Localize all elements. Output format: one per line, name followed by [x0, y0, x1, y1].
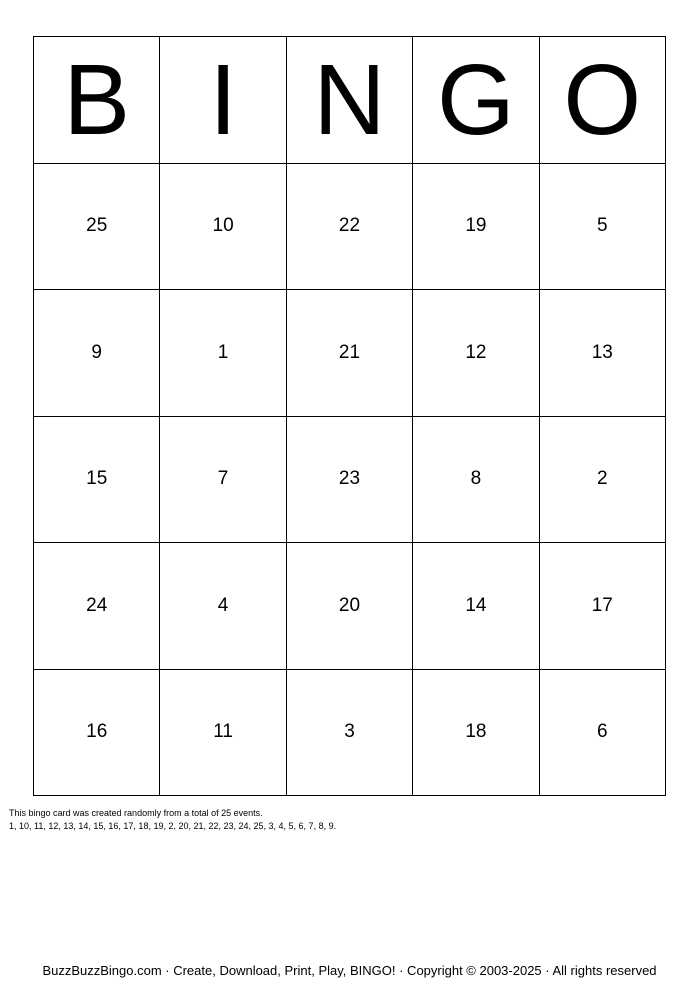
bingo-cell: 3	[287, 670, 413, 797]
header-letter-b: B	[34, 37, 160, 164]
bingo-cell: 13	[540, 290, 666, 417]
bingo-cell: 12	[413, 290, 539, 417]
bingo-card	[33, 36, 666, 796]
bingo-cell: 8	[413, 417, 539, 544]
footer-copyright: BuzzBuzzBingo.com · Create, Download, Print, Play, BINGO! · Copyright © 2003-2025 · All rights reserved	[42, 963, 657, 978]
bingo-cell: 10	[160, 164, 286, 291]
bingo-cell: 21	[287, 290, 413, 417]
bingo-cell: 1	[160, 290, 286, 417]
bingo-cell: 15	[34, 417, 160, 544]
bingo-cell: 23	[287, 417, 413, 544]
bingo-cell: 14	[413, 543, 539, 670]
bingo-cell: 7	[160, 417, 286, 544]
header-letter-g: G	[413, 37, 539, 164]
bingo-cell: 24	[34, 543, 160, 670]
bingo-cell: 11	[160, 670, 286, 797]
bingo-cell: 18	[413, 670, 539, 797]
bingo-cell: 25	[34, 164, 160, 291]
bingo-cell: 19	[413, 164, 539, 291]
card-info-event-list: 1, 10, 11, 12, 13, 14, 15, 16, 17, 18, 19, 2, 20, 21, 22, 23, 24, 25, 3, 4, 5, 6, 7, 8, 9.	[9, 821, 337, 831]
bingo-cell: 17	[540, 543, 666, 670]
bingo-cell: 9	[34, 290, 160, 417]
bingo-cell: 4	[160, 543, 286, 670]
bingo-cell: 20	[287, 543, 413, 670]
header-letter-n: N	[287, 37, 413, 164]
card-info	[9, 807, 336, 833]
bingo-cell: 6	[540, 670, 666, 797]
header-letter-i: I	[160, 37, 286, 164]
bingo-cell: 22	[287, 164, 413, 291]
bingo-cell: 2	[540, 417, 666, 544]
card-info-description: This bingo card was created randomly from a total of 25 events.	[9, 808, 263, 818]
header-letter-o: O	[540, 37, 666, 164]
bingo-cell: 16	[34, 670, 160, 797]
bingo-cell: 5	[540, 164, 666, 291]
